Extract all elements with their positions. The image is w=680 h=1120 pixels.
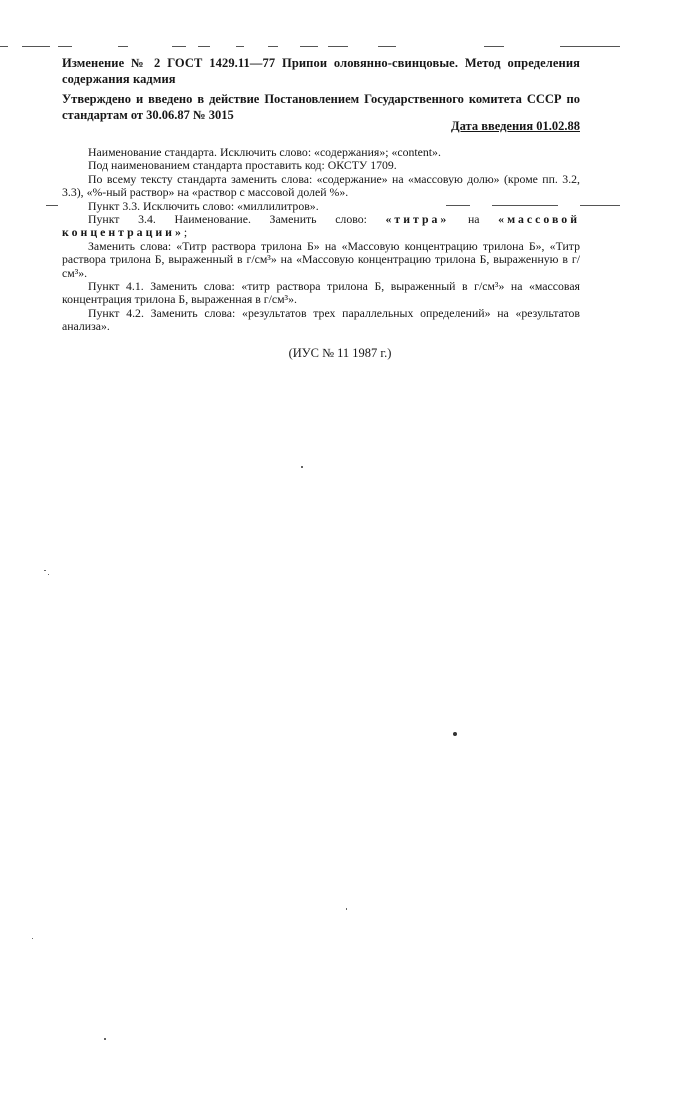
paragraph-title-change: Наименование стандарта. Исключить слово: «содержания»; «content». [88, 145, 441, 159]
clause-3-4-new-word: «массовой концентрации» [62, 212, 580, 240]
scan-dash [268, 46, 278, 47]
effective-date: Дата введения 01.02.88 [451, 119, 580, 133]
scan-dash [58, 46, 72, 47]
scan-dash [172, 46, 186, 47]
paragraph-clause-3-4 [62, 213, 580, 240]
scan-speck [32, 938, 33, 939]
scan-dash [378, 46, 396, 47]
clause-3-4-tail: ; [183, 225, 188, 240]
scan-dash [300, 46, 318, 47]
scan-speck [301, 466, 303, 468]
paragraph-clause-4-1: Пункт 4.1. Заменить слова: «титр раствора трилона Б, выраженный в г/см³» на «массовая концентрация трилона Б, выраженная в г/см³». [62, 279, 580, 307]
scan-speck [44, 570, 46, 571]
paragraph-clause-3-3: Пункт 3.3. Исключить слово: «миллилитров». [88, 198, 319, 213]
paragraph-replace-titer: Заменить слова: «Титр раствора трилона Б» на «Массовую концентрацию трилона Б», «Титр раствора трилона Б, выраженный в г/см³» на «Массовую концентрацию трилона Б, выраженную в г/см³». [62, 238, 580, 280]
paragraph-clause-4-2: Пункт 4.2. Заменить слова: «результатов трех параллельных определений» на «результатов анализа». [62, 305, 580, 334]
clause-3-4-lead: Пункт 3.4. Наименование. Заменить слово: [88, 212, 386, 227]
scan-dash [236, 46, 244, 47]
scan-dash [580, 205, 620, 206]
scan-speck [48, 574, 49, 575]
scan-speck [453, 732, 457, 736]
scan-dash [46, 205, 58, 206]
paragraph-code: Под наименованием стандарта проставить код: ОКСТУ 1709. [88, 158, 397, 173]
scan-speck [104, 1038, 106, 1040]
scan-dash [198, 46, 210, 47]
approval-statement: Утверждено и введено в действие Постановлением Государственного комитета СССР по стандартам от 30.06.87 № 3015 [62, 92, 580, 122]
paragraph-global-replace: По всему тексту стандарта заменить слова: «содержание» на «массовую долю» (кроме пп. 3.2, 3.3), «%-ный раствор» на «раствор с массовой долей %». [62, 171, 580, 200]
scan-dash [560, 46, 620, 47]
scan-dash [22, 46, 50, 47]
scan-speck [346, 908, 347, 910]
scan-dash [118, 46, 128, 47]
amendment-body [62, 146, 580, 334]
clause-3-4-mid: на [449, 212, 499, 227]
source-note: (ИУС № 11 1987 г.) [288, 346, 392, 360]
amendment-title: Изменение № 2 ГОСТ 1429.11—77 Припои оловянно-свинцовые. Метод определения содержания кадмия [62, 56, 580, 86]
scan-dash [328, 46, 348, 47]
clause-3-4-old-word: «титра» [385, 212, 450, 227]
scan-dash [0, 46, 8, 47]
scan-dash [484, 46, 504, 47]
